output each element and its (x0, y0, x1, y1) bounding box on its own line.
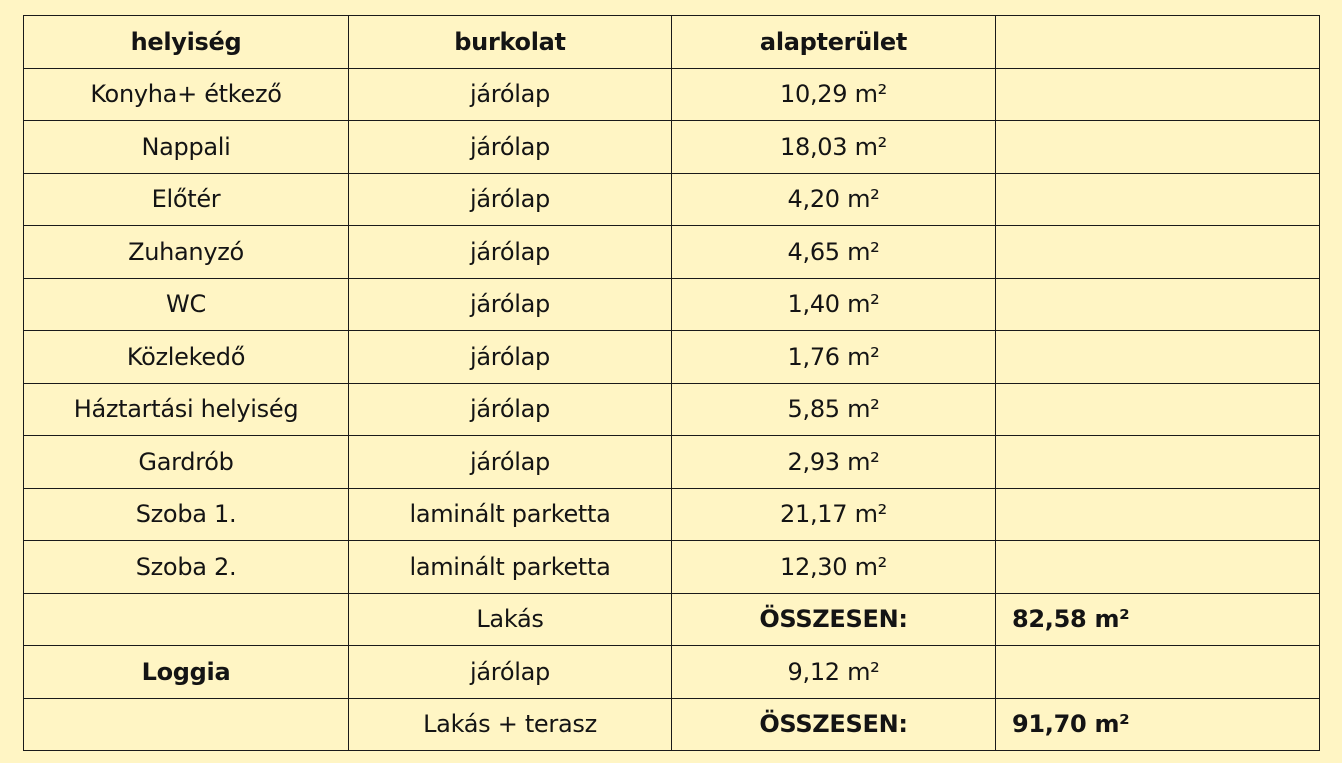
flooring-cell: járólap (349, 121, 672, 174)
room-cell: Konyha+ étkező (24, 68, 349, 121)
subtotal-flat-row (24, 593, 1320, 646)
total-total-label: ÖSSZESEN: (672, 698, 996, 751)
subtotal-label: Lakás (349, 593, 672, 646)
room-cell: Előtér (24, 173, 349, 226)
room-area-table-container (23, 15, 1320, 751)
flooring-cell: járólap (349, 436, 672, 489)
area-cell: 5,85 m² (672, 383, 996, 436)
table-row (24, 121, 1320, 174)
area-cell: 2,93 m² (672, 436, 996, 489)
table-header-row (24, 16, 1320, 69)
loggia-room: Loggia (24, 646, 349, 699)
flooring-cell: járólap (349, 278, 672, 331)
extra-cell (996, 278, 1320, 331)
table-row (24, 331, 1320, 384)
header-room: helyiség (24, 16, 349, 69)
extra-cell (996, 68, 1320, 121)
extra-cell (996, 488, 1320, 541)
table-row (24, 226, 1320, 279)
room-area-table (23, 15, 1320, 751)
table-summary (24, 593, 1320, 751)
table-row (24, 541, 1320, 594)
room-cell: WC (24, 278, 349, 331)
flooring-cell: laminált parketta (349, 488, 672, 541)
room-cell: Szoba 2. (24, 541, 349, 594)
loggia-row (24, 646, 1320, 699)
extra-cell (996, 226, 1320, 279)
extra-cell (996, 173, 1320, 226)
table-row (24, 278, 1320, 331)
loggia-flooring: járólap (349, 646, 672, 699)
room-cell: Zuhanyzó (24, 226, 349, 279)
extra-cell (996, 436, 1320, 489)
flooring-cell: járólap (349, 226, 672, 279)
subtotal-room-cell (24, 593, 349, 646)
room-cell: Nappali (24, 121, 349, 174)
area-cell: 4,65 m² (672, 226, 996, 279)
table-row (24, 383, 1320, 436)
header-flooring: burkolat (349, 16, 672, 69)
header-area: alapterület (672, 16, 996, 69)
total-value: 91,70 m² (996, 698, 1320, 751)
table-row (24, 68, 1320, 121)
subtotal-value: 82,58 m² (996, 593, 1320, 646)
flooring-cell: járólap (349, 383, 672, 436)
extra-cell (996, 541, 1320, 594)
room-cell: Szoba 1. (24, 488, 349, 541)
table-row (24, 488, 1320, 541)
total-room-cell (24, 698, 349, 751)
loggia-area: 9,12 m² (672, 646, 996, 699)
extra-cell (996, 121, 1320, 174)
room-cell: Háztartási helyiség (24, 383, 349, 436)
area-cell: 1,76 m² (672, 331, 996, 384)
area-cell: 12,30 m² (672, 541, 996, 594)
flooring-cell: járólap (349, 331, 672, 384)
extra-cell (996, 383, 1320, 436)
table-body (24, 68, 1320, 593)
area-cell: 18,03 m² (672, 121, 996, 174)
total-label: Lakás + terasz (349, 698, 672, 751)
total-with-terrace-row (24, 698, 1320, 751)
loggia-empty (996, 646, 1320, 699)
flooring-cell: laminált parketta (349, 541, 672, 594)
flooring-cell: járólap (349, 173, 672, 226)
table-row (24, 436, 1320, 489)
area-cell: 1,40 m² (672, 278, 996, 331)
room-cell: Közlekedő (24, 331, 349, 384)
table-row (24, 173, 1320, 226)
subtotal-total-label: ÖSSZESEN: (672, 593, 996, 646)
header-empty (996, 16, 1320, 69)
area-cell: 21,17 m² (672, 488, 996, 541)
extra-cell (996, 331, 1320, 384)
flooring-cell: járólap (349, 68, 672, 121)
area-cell: 10,29 m² (672, 68, 996, 121)
room-cell: Gardrób (24, 436, 349, 489)
area-cell: 4,20 m² (672, 173, 996, 226)
